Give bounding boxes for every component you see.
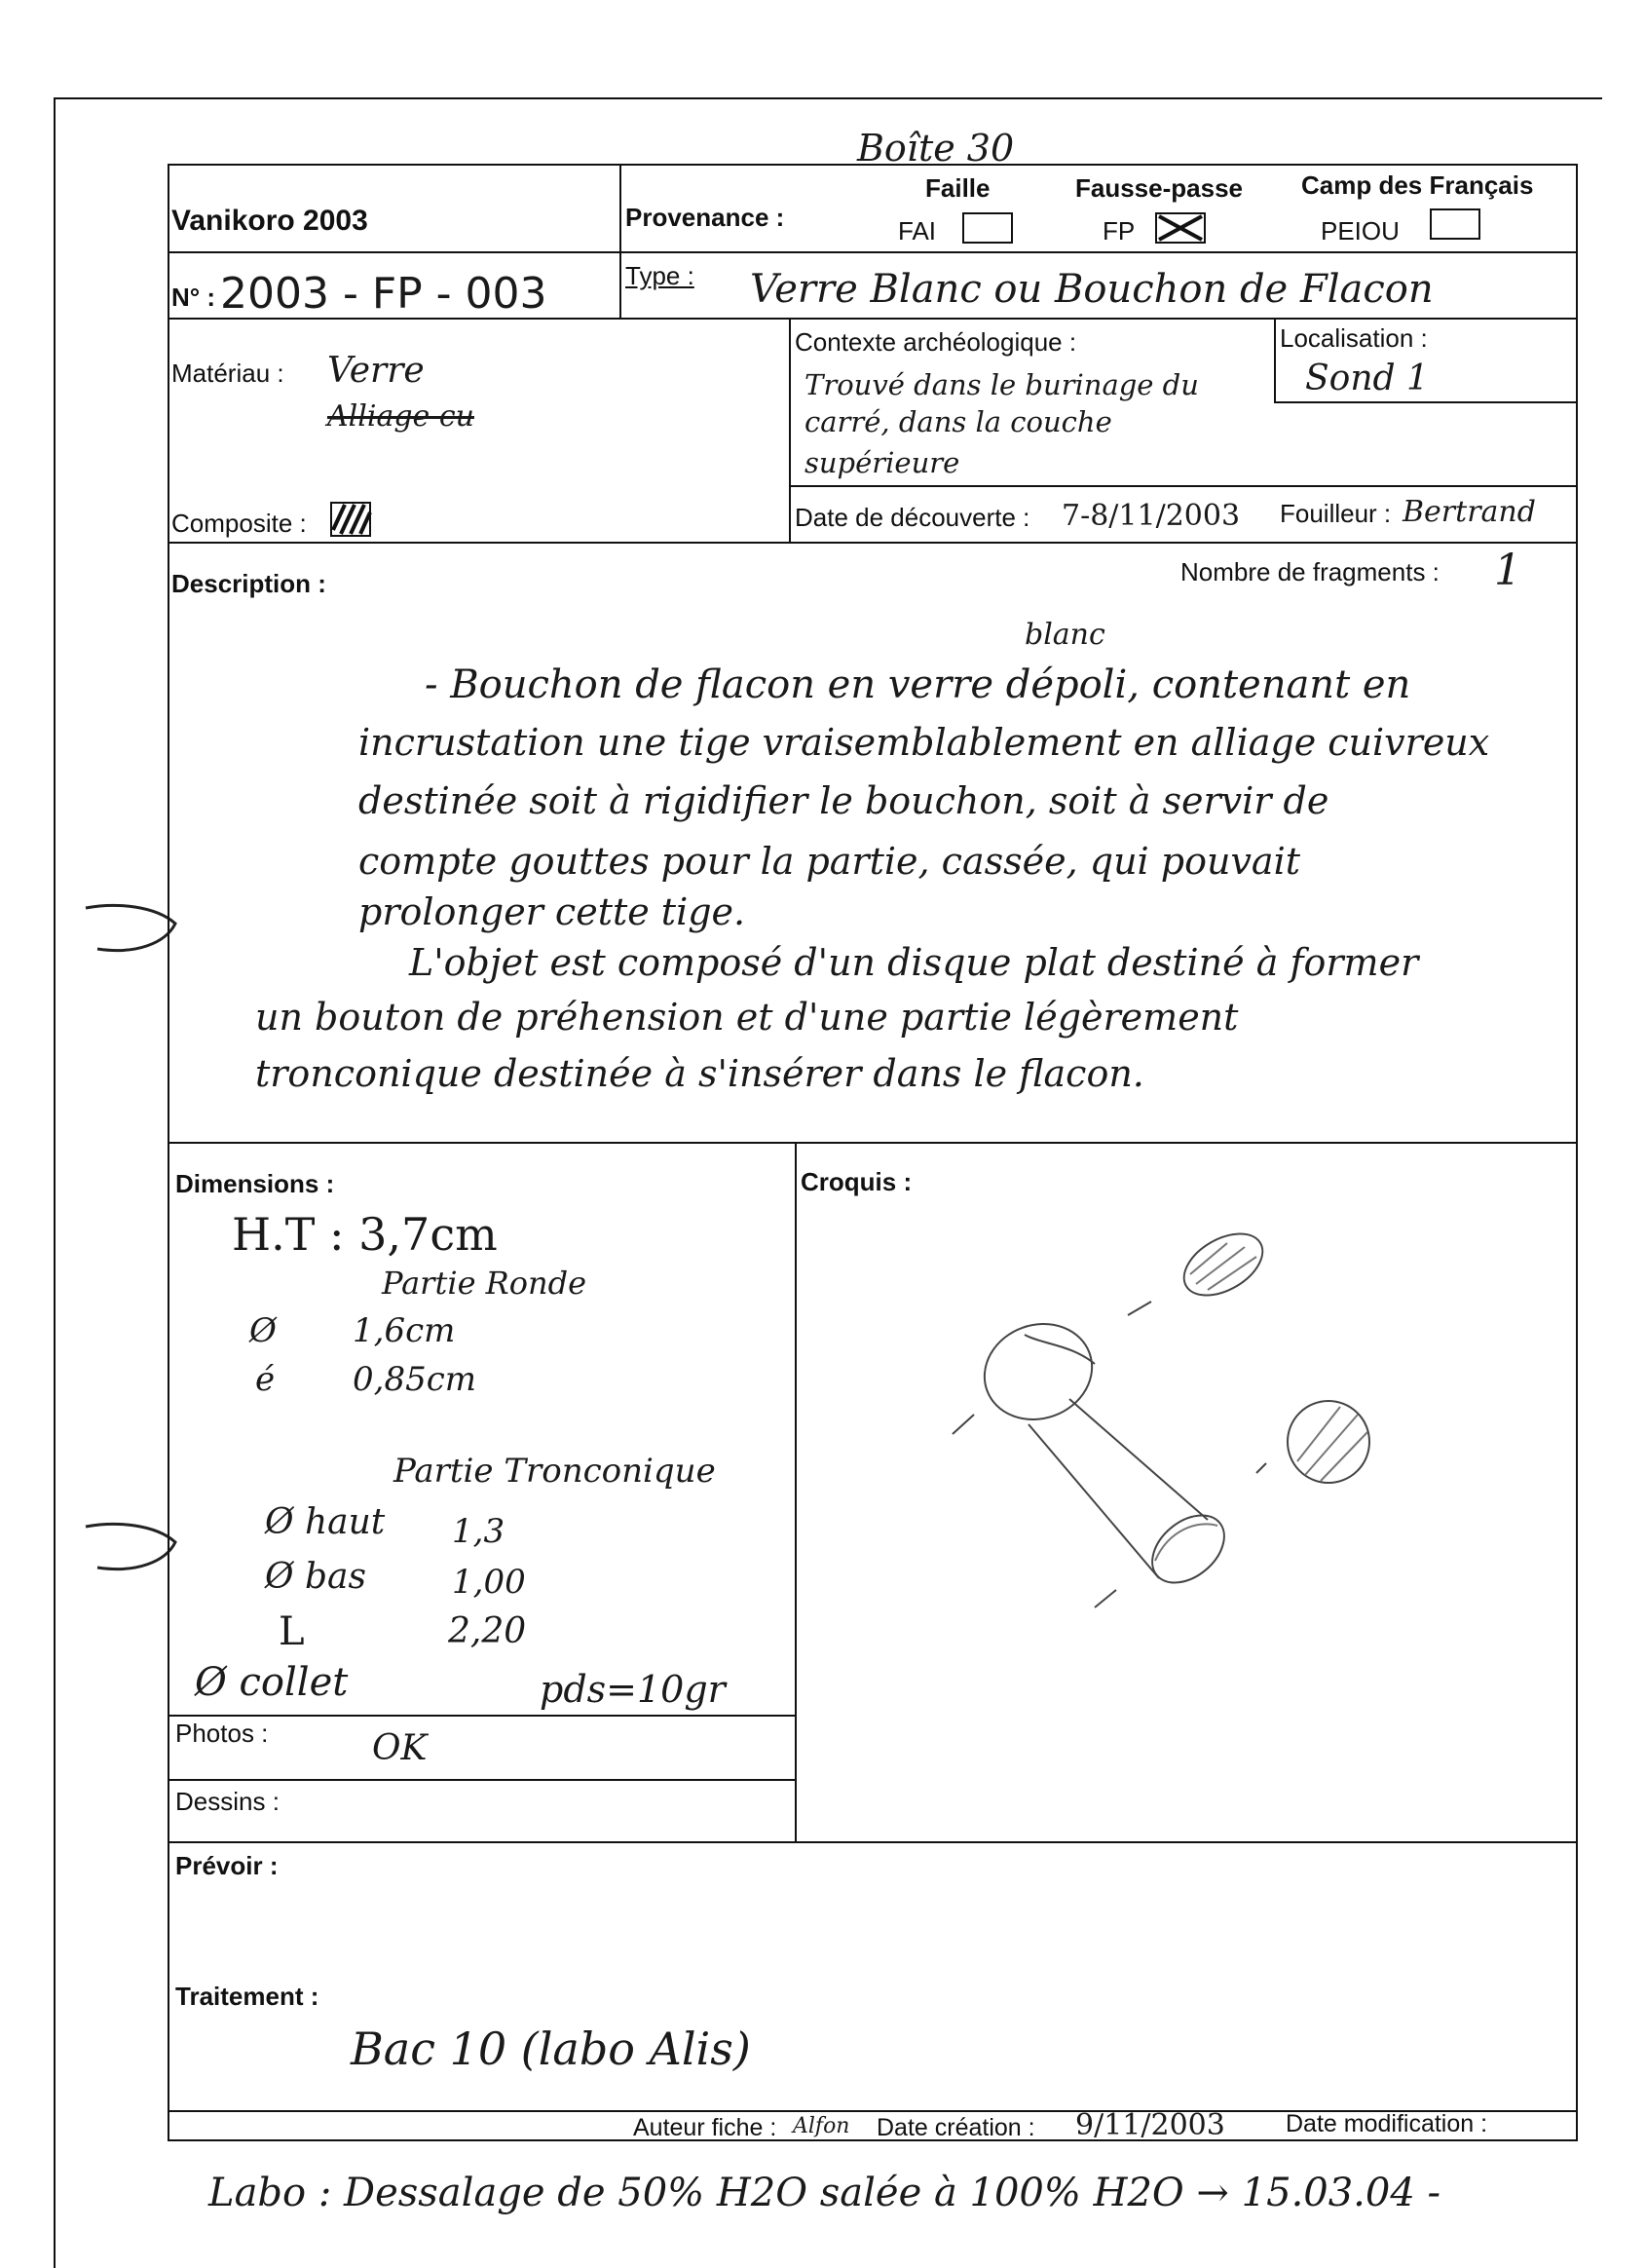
description-line-2: incrustation une tige vraisemblablement en alliage cuivreux	[358, 721, 1490, 764]
description-line-7: un bouton de préhension et d'une partie légèrement	[255, 996, 1239, 1039]
tronc-row-1-value: 1,3	[452, 1512, 505, 1551]
date-discovery-label: Date de découverte :	[795, 503, 1030, 532]
composite-hatched-box	[329, 501, 372, 538]
type-value: Verre Blanc ou Bouchon de Flacon	[750, 267, 1434, 312]
context-line-2: carré, dans la couche	[804, 405, 1112, 438]
description-line-8: tronconique destinée à s'insérer dans le flacon.	[255, 1052, 1144, 1095]
description-line-4: compte gouttes pour la partie, cassée, qui pouvait	[358, 840, 1300, 883]
localisation-label: Localisation :	[1280, 323, 1428, 353]
page-left-edge	[54, 97, 56, 2268]
check-cross-icon	[1157, 214, 1204, 242]
labo-note: Labo : Dessalage de 50% H2O salée à 100% H2O → 15.03.04 -	[208, 2171, 1441, 2215]
round-row-1-symbol: Ø	[249, 1311, 277, 1350]
creation-label: Date création :	[877, 2114, 1035, 2141]
round-row-2-value: 0,85cm	[353, 1360, 476, 1399]
date-discovery-value: 7-8/11/2003	[1062, 499, 1241, 533]
context-label: Contexte archéologique :	[795, 327, 1077, 357]
tronc-row-2-value: 1,00	[452, 1563, 526, 1602]
option-title-fp: Fausse-passe	[1075, 173, 1243, 203]
site-name: Vanikoro 2003	[171, 205, 368, 237]
round-part-title: Partie Ronde	[382, 1265, 587, 1302]
localisation-value: Sond 1	[1305, 359, 1429, 398]
checkbox-fai[interactable]	[962, 212, 1013, 244]
option-title-fai: Faille	[925, 173, 991, 203]
weight-entry: pds=10gr	[540, 1668, 726, 1711]
fragments-value: 1	[1494, 546, 1521, 595]
type-label: Type :	[625, 261, 694, 290]
provenance-label: Provenance :	[625, 203, 785, 232]
material-value: Verre	[327, 351, 425, 391]
dessins-label: Dessins :	[175, 1787, 280, 1816]
description-label: Description :	[171, 569, 326, 598]
round-row-1-value: 1,6cm	[353, 1311, 456, 1350]
number-label: N° :	[171, 283, 216, 312]
option-code-peiou: PEIOU	[1321, 216, 1400, 246]
description-line-1: - Bouchon de flacon en verre dépoli, contenant en	[425, 662, 1411, 707]
material-label: Matériau :	[171, 359, 284, 388]
creation-value: 9/11/2003	[1075, 2108, 1225, 2142]
context-line-1: Trouvé dans le burinage du	[804, 368, 1199, 401]
tronc-part-title: Partie Tronconique	[393, 1452, 716, 1491]
tronc-row-2-symbol: Ø bas	[265, 1557, 366, 1597]
composite-label: Composite :	[171, 509, 307, 538]
photos-label: Photos :	[175, 1719, 269, 1748]
stopper-sketch	[935, 1198, 1441, 1666]
description-line-3: destinée soit à rigidifier le bouchon, soit à servir de	[358, 779, 1329, 822]
option-title-peiou: Camp des Français	[1301, 170, 1534, 200]
auteur-value: Alfon	[793, 2114, 850, 2138]
page-top-edge	[54, 97, 1602, 99]
fouilleur-value: Bertrand	[1403, 495, 1536, 529]
photos-value: OK	[372, 1728, 428, 1768]
prevoir-label: Prévoir :	[175, 1851, 279, 1880]
fouilleur-label: Fouilleur :	[1280, 499, 1392, 528]
material-struck-value: Alliage cu	[327, 399, 474, 434]
traitement-value: Bac 10 (labo Alis)	[351, 2022, 751, 2075]
dimension-ht: H.T : 3,7cm	[232, 1208, 498, 1261]
description-line-5: prolonger cette tige.	[358, 890, 746, 933]
traitement-label: Traitement :	[175, 1982, 319, 2011]
tronc-row-1-symbol: Ø haut	[265, 1502, 386, 1542]
tronc-row-3-value: 2,20	[448, 1611, 527, 1651]
collet-entry: Ø collet	[195, 1660, 349, 1705]
box-note: Boîte 30	[857, 127, 1015, 170]
option-code-fp: FP	[1103, 216, 1136, 246]
croquis-label: Croquis :	[801, 1167, 913, 1196]
checkbox-peiou[interactable]	[1430, 208, 1480, 240]
description-line-6: L'objet est composé d'un disque plat destiné à former	[409, 941, 1419, 984]
checkbox-fp[interactable]	[1155, 212, 1206, 244]
number-value: 2003 - FP - 003	[220, 269, 547, 319]
round-row-2-symbol: é	[255, 1360, 276, 1399]
auteur-label: Auteur fiche :	[633, 2114, 777, 2141]
option-code-fai: FAI	[898, 216, 937, 246]
description-insert-note: blanc	[1025, 618, 1105, 652]
tronc-row-3-symbol: L	[279, 1609, 305, 1654]
modification-label: Date modification :	[1286, 2110, 1488, 2137]
dimensions-label: Dimensions :	[175, 1169, 335, 1198]
context-line-3: supérieure	[804, 446, 960, 479]
fragments-label: Nombre de fragments :	[1180, 557, 1440, 586]
